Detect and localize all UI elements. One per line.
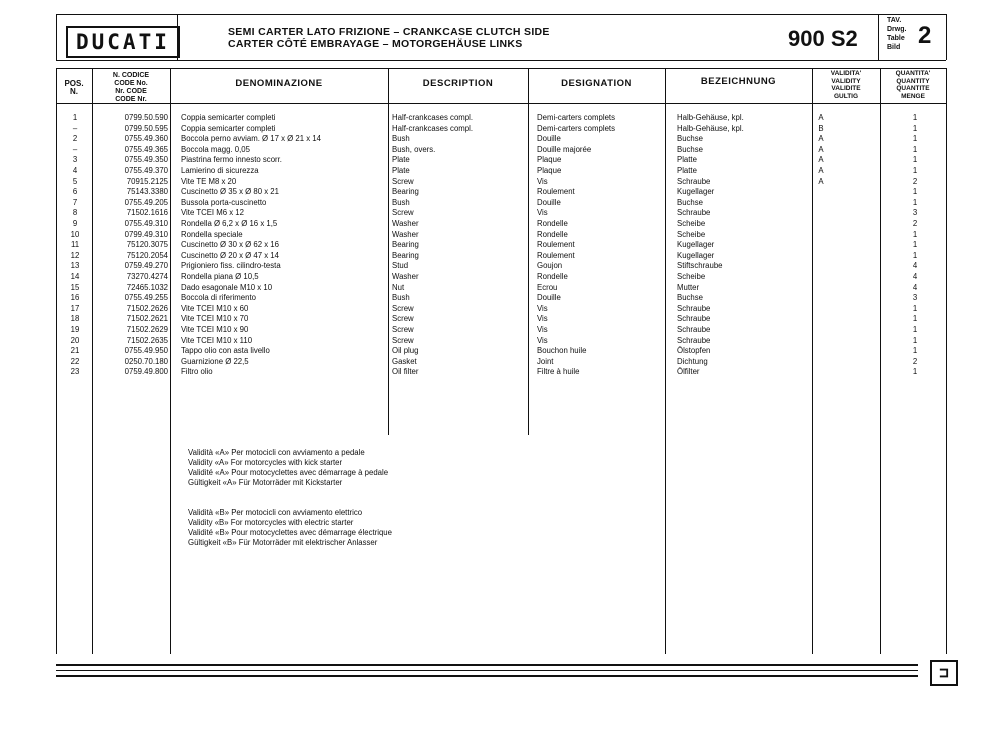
header-right-border bbox=[946, 14, 947, 60]
cell-pos: 11 bbox=[70, 240, 80, 250]
cell-pos: 10 bbox=[70, 229, 80, 239]
cell-code: 71502.2635 bbox=[126, 335, 168, 345]
cell-code: 75120.2054 bbox=[126, 250, 168, 260]
col-header-designation: DESIGNATION bbox=[561, 78, 632, 89]
cell-description: Stud bbox=[392, 261, 409, 271]
header-left-border bbox=[56, 14, 57, 60]
cell-bezeichnung: Ölstopfen bbox=[677, 346, 711, 356]
cell-code: 70915.2125 bbox=[126, 176, 168, 186]
cell-bezeichnung: Buchse bbox=[677, 134, 704, 144]
cell-designation: Joint bbox=[537, 356, 554, 366]
cell-code: 0250.70.180 bbox=[124, 356, 168, 366]
cell-denominazione: Vite TCEI M10 x 110 bbox=[181, 335, 253, 345]
cell-bezeichnung: Halb-Gehäuse, kpl. bbox=[677, 113, 744, 122]
cell-bezeichnung: Scheibe bbox=[677, 229, 706, 239]
cell-description: Washer bbox=[392, 272, 419, 281]
cell-quantity: 1 bbox=[912, 229, 918, 239]
cell-validity: A bbox=[818, 155, 824, 165]
cell-bezeichnung: Kugellager bbox=[677, 250, 715, 260]
cell-pos: 15 bbox=[70, 282, 80, 292]
cell-designation: Rondelle bbox=[537, 272, 568, 281]
cell-description: Screw bbox=[392, 314, 414, 324]
cell-description: Nut bbox=[392, 282, 405, 292]
cell-pos: 14 bbox=[70, 272, 80, 281]
cell-designation: Demi-carters complets bbox=[537, 113, 615, 122]
cell-code: 71502.2629 bbox=[126, 325, 168, 334]
cell-pos: 22 bbox=[70, 356, 80, 366]
cell-denominazione: Filtro olio bbox=[181, 367, 213, 377]
cell-code: 0755.49.255 bbox=[124, 293, 168, 303]
cell-quantity: 3 bbox=[912, 293, 918, 303]
cell-denominazione: Vite TCEI M10 x 90 bbox=[181, 325, 249, 334]
cell-quantity: 2 bbox=[912, 219, 918, 228]
cell-code: 73270.4274 bbox=[126, 272, 168, 281]
cell-pos: 12 bbox=[70, 250, 80, 260]
cell-designation: Vis bbox=[537, 335, 548, 345]
cell-pos: 2 bbox=[72, 134, 78, 144]
cell-denominazione: Prigioniero fiss. cilindro-testa bbox=[181, 261, 281, 271]
table-number: 2 bbox=[918, 22, 932, 49]
col-divider-code bbox=[170, 68, 171, 654]
cell-description: Screw bbox=[392, 335, 414, 345]
cell-designation: Douille bbox=[537, 134, 561, 144]
cell-description: Bush bbox=[392, 197, 410, 207]
col-header-description: DESCRIPTION bbox=[422, 78, 494, 89]
cell-code: 0755.49.360 bbox=[124, 134, 168, 144]
cell-designation: Goujon bbox=[537, 261, 563, 271]
cell-denominazione: Boccola perno avviam. Ø 17 x Ø 21 x 14 bbox=[181, 134, 321, 144]
cell-code: 72465.1032 bbox=[126, 282, 168, 292]
cell-description: Washer bbox=[392, 219, 419, 228]
table-right-border bbox=[946, 68, 947, 654]
cell-denominazione: Cuscinetto Ø 35 x Ø 80 x 21 bbox=[181, 187, 279, 197]
cell-code: 71502.2621 bbox=[126, 314, 168, 324]
cell-code: 71502.2626 bbox=[126, 303, 168, 313]
cell-designation: Vis bbox=[537, 325, 548, 334]
cell-code: 0755.49.310 bbox=[124, 219, 168, 228]
cell-quantity: 1 bbox=[912, 325, 918, 334]
cell-designation: Douille bbox=[537, 293, 561, 303]
cell-pos: 8 bbox=[72, 208, 78, 218]
tav-label-1: TAV. bbox=[887, 17, 902, 24]
col-divider-val bbox=[880, 68, 881, 654]
cell-description: Oil plug bbox=[392, 346, 419, 356]
cell-pos: 19 bbox=[70, 325, 80, 334]
cell-validity: B bbox=[818, 123, 824, 133]
cell-code: 71502.1616 bbox=[126, 208, 168, 218]
cell-code: 75120.3075 bbox=[126, 240, 168, 250]
cell-description: Screw bbox=[392, 303, 414, 313]
cell-quantity: 1 bbox=[912, 335, 918, 345]
cell-quantity: 1 bbox=[912, 134, 918, 144]
cell-denominazione: Rondella speciale bbox=[181, 229, 243, 239]
cell-denominazione: Coppia semicarter completi bbox=[181, 113, 276, 122]
cell-validity: A bbox=[818, 166, 824, 175]
cell-description: Bearing bbox=[392, 187, 419, 197]
cell-bezeichnung: Halb-Gehäuse, kpl. bbox=[677, 123, 744, 133]
cell-code: 0755.49.350 bbox=[124, 155, 168, 165]
cell-denominazione: Boccola di riferimento bbox=[181, 293, 256, 303]
cell-denominazione: Rondella Ø 6,2 x Ø 16 x 1,5 bbox=[181, 219, 278, 228]
cell-quantity: 1 bbox=[912, 197, 918, 207]
cell-bezeichnung: Dichtung bbox=[677, 356, 708, 366]
cell-pos: 7 bbox=[72, 197, 78, 207]
cell-quantity: 4 bbox=[912, 261, 918, 271]
cell-pos: 1 bbox=[72, 113, 78, 122]
note-a-line2: Validity «A» For motorcycles with kick starter bbox=[188, 458, 343, 467]
cell-bezeichnung: Schraube bbox=[677, 303, 711, 313]
cell-designation: Demi-carters complets bbox=[537, 123, 615, 133]
tav-label-3: Table bbox=[887, 35, 905, 42]
cell-code: 0755.49.205 bbox=[124, 197, 168, 207]
cell-description: Washer bbox=[392, 229, 419, 239]
cell-description: Oil filter bbox=[392, 367, 419, 377]
col-header-quantita: QUANTITA' QUANTITY QUANTITE MENGE bbox=[895, 70, 931, 100]
cell-validity: A bbox=[818, 134, 824, 144]
col-header-bezeichnung: BEZEICHNUNG bbox=[700, 76, 777, 87]
cell-quantity: 1 bbox=[912, 166, 918, 175]
col-divider-en bbox=[528, 68, 529, 435]
col-header-code: N. CODICE CODE No. Nr. CODE CODE Nr. bbox=[112, 72, 150, 103]
cell-code: 0759.49.270 bbox=[124, 261, 168, 271]
cell-quantity: 1 bbox=[912, 250, 918, 260]
header-bottom-border bbox=[56, 60, 946, 61]
cell-pos: – bbox=[72, 123, 78, 133]
cell-pos: 21 bbox=[70, 346, 80, 356]
note-b-line2: Validity «B» For motorcycles with electric starter bbox=[188, 518, 354, 527]
cell-validity: A bbox=[818, 144, 824, 154]
cell-designation: Plaque bbox=[537, 166, 562, 175]
cell-designation: Vis bbox=[537, 176, 548, 186]
model-name: 900 S2 bbox=[788, 26, 858, 51]
cell-code: 0799.50.590 bbox=[124, 113, 168, 122]
cell-denominazione: Guarnizione Ø 22,5 bbox=[181, 356, 249, 366]
cell-description: Plate bbox=[392, 166, 410, 175]
cell-denominazione: Dado esagonale M10 x 10 bbox=[181, 282, 273, 292]
cell-pos: 20 bbox=[70, 335, 80, 345]
tav-label-2: Drwg. bbox=[887, 26, 907, 33]
cell-description: Bearing bbox=[392, 240, 419, 250]
col-divider-it bbox=[388, 68, 389, 435]
cell-bezeichnung: Schraube bbox=[677, 208, 711, 218]
cell-denominazione: Cuscinetto Ø 30 x Ø 62 x 16 bbox=[181, 240, 279, 250]
cell-bezeichnung: Kugellager bbox=[677, 240, 715, 250]
cell-quantity: 1 bbox=[912, 155, 918, 165]
page-title-line1: SEMI CARTER LATO FRIZIONE – CRANKCASE CLUTCH SIDE bbox=[228, 26, 550, 38]
cell-denominazione: Tappo olio con asta livello bbox=[181, 346, 270, 356]
cell-code: 0759.49.800 bbox=[124, 367, 168, 377]
ducati-logo: DUCATI bbox=[66, 26, 180, 58]
cell-bezeichnung: Platte bbox=[677, 155, 697, 165]
cell-description: Half-crankcases compl. bbox=[392, 123, 474, 133]
page-title-line2: CARTER CÔTÉ EMBRAYAGE – MOTORGEHÄUSE LINKS bbox=[228, 38, 523, 50]
cell-quantity: 4 bbox=[912, 272, 918, 281]
cell-pos: 18 bbox=[70, 314, 80, 324]
col-header-denominazione: DENOMINAZIONE bbox=[235, 78, 323, 89]
cell-denominazione: Vite TCEI M10 x 60 bbox=[181, 303, 249, 313]
cell-designation: Rondelle bbox=[537, 219, 568, 228]
cell-bezeichnung: Schraube bbox=[677, 325, 711, 334]
footer-rule-2 bbox=[56, 670, 918, 671]
cell-designation: Roulement bbox=[537, 187, 575, 197]
cell-quantity: 1 bbox=[912, 314, 918, 324]
cell-designation: Roulement bbox=[537, 240, 575, 250]
cell-description: Screw bbox=[392, 208, 414, 218]
table-left-border bbox=[56, 68, 57, 654]
cell-denominazione: Boccola magg. 0,05 bbox=[181, 144, 250, 154]
cell-bezeichnung: Scheibe bbox=[677, 219, 706, 228]
cell-quantity: 1 bbox=[912, 303, 918, 313]
cell-designation: Roulement bbox=[537, 250, 575, 260]
header-top-border bbox=[56, 14, 946, 15]
cell-quantity: 1 bbox=[912, 144, 918, 154]
cell-bezeichnung: Stiftschraube bbox=[677, 261, 723, 271]
cell-quantity: 1 bbox=[912, 346, 918, 356]
cell-denominazione: Vite TE M8 x 20 bbox=[181, 176, 237, 186]
cell-denominazione: Lamierino di sicurezza bbox=[181, 166, 259, 175]
note-b-line4: Gültigkeit «B» Für Motorräder mit elektrischer Anlasser bbox=[188, 538, 378, 547]
cell-description: Bush bbox=[392, 134, 410, 144]
cell-designation: Vis bbox=[537, 314, 548, 324]
cell-description: Bush bbox=[392, 293, 410, 303]
cell-denominazione: Piastrina fermo innesto scorr. bbox=[181, 155, 282, 165]
cell-bezeichnung: Schraube bbox=[677, 335, 711, 345]
cell-description: Screw bbox=[392, 325, 414, 334]
cell-pos: 3 bbox=[72, 155, 78, 165]
cell-bezeichnung: Scheibe bbox=[677, 272, 706, 281]
cell-quantity: 3 bbox=[912, 208, 918, 218]
cell-pos: 4 bbox=[72, 166, 78, 175]
cell-validity: A bbox=[818, 176, 824, 186]
cell-quantity: 1 bbox=[912, 240, 918, 250]
note-a-line1: Validità «A» Per motocicli con avviamento a pedale bbox=[188, 448, 365, 457]
cell-code: 75143.3380 bbox=[126, 187, 168, 197]
cell-denominazione: Cuscinetto Ø 20 x Ø 47 x 14 bbox=[181, 250, 279, 260]
cell-quantity: 2 bbox=[912, 356, 918, 366]
cell-description: Screw bbox=[392, 176, 414, 186]
cell-bezeichnung: Buchse bbox=[677, 144, 704, 154]
note-b-line1: Validità «B» Per motocicli con avviamento elettrico bbox=[188, 508, 363, 517]
cell-pos: 17 bbox=[70, 303, 80, 313]
cell-validity: A bbox=[818, 113, 824, 122]
note-a-line4: Gültigkeit «A» Für Motorräder mit Kickstarter bbox=[188, 478, 343, 487]
cell-quantity: 2 bbox=[912, 176, 918, 186]
cell-designation: Vis bbox=[537, 208, 548, 218]
col-header-validita: VALIDITA' VALIDITY VALIDITE GULTIG bbox=[830, 70, 862, 100]
cell-bezeichnung: Ölfilter bbox=[677, 367, 700, 377]
cell-code: 0799.49.310 bbox=[124, 229, 168, 239]
cell-description: Bearing bbox=[392, 250, 419, 260]
cell-bezeichnung: Platte bbox=[677, 166, 697, 175]
cell-pos: 9 bbox=[72, 219, 78, 228]
col-header-pos: POS. N. bbox=[64, 79, 84, 96]
cell-denominazione: Vite TCEI M10 x 70 bbox=[181, 314, 249, 324]
cell-quantity: 1 bbox=[912, 367, 918, 377]
cell-quantity: 1 bbox=[912, 123, 918, 133]
footer-rule-3 bbox=[56, 675, 918, 677]
cell-pos: 23 bbox=[70, 367, 80, 377]
cell-pos: 16 bbox=[70, 293, 80, 303]
cell-denominazione: Rondella piana Ø 10,5 bbox=[181, 272, 259, 281]
cell-pos: 5 bbox=[72, 176, 78, 186]
cell-pos: – bbox=[72, 144, 78, 154]
end-mark-icon: ⊐ bbox=[930, 660, 958, 686]
header-divider-tav bbox=[878, 14, 879, 60]
cell-denominazione: Vite TCEI M6 x 12 bbox=[181, 208, 244, 218]
cell-designation: Douille bbox=[537, 197, 561, 207]
col-divider-de bbox=[812, 68, 813, 654]
col-divider-fr bbox=[665, 68, 666, 654]
cell-designation: Douille majorée bbox=[537, 144, 592, 154]
cell-pos: 6 bbox=[72, 187, 78, 197]
cell-designation: Rondelle bbox=[537, 229, 568, 239]
cell-denominazione: Bussola porta-cuscinetto bbox=[181, 197, 267, 207]
footer-rule-1 bbox=[56, 664, 918, 666]
cell-bezeichnung: Schraube bbox=[677, 176, 711, 186]
cell-code: 0755.49.370 bbox=[124, 166, 168, 175]
cell-bezeichnung: Schraube bbox=[677, 314, 711, 324]
cell-code: 0799.50.595 bbox=[124, 123, 168, 133]
cell-description: Half-crankcases compl. bbox=[392, 113, 474, 122]
cell-denominazione: Coppia semicarter completi bbox=[181, 123, 276, 133]
cell-bezeichnung: Buchse bbox=[677, 293, 704, 303]
cell-quantity: 1 bbox=[912, 113, 918, 122]
cell-description: Plate bbox=[392, 155, 410, 165]
note-b-line3: Validité «B» Pour motocyclettes avec démarrage électrique bbox=[188, 528, 392, 537]
cell-pos: 13 bbox=[70, 261, 80, 271]
cell-code: 0755.49.950 bbox=[124, 346, 168, 356]
cell-bezeichnung: Kugellager bbox=[677, 187, 715, 197]
tav-label-4: Bild bbox=[887, 44, 901, 51]
note-a-line3: Validité «A» Pour motocyclettes avec démarrage à pedale bbox=[188, 468, 389, 477]
cell-designation: Filtre à huile bbox=[537, 367, 580, 377]
cell-code: 0755.49.365 bbox=[124, 144, 168, 154]
col-divider-pos bbox=[92, 68, 93, 654]
cell-designation: Ecrou bbox=[537, 282, 558, 292]
cell-designation: Vis bbox=[537, 303, 548, 313]
cell-quantity: 4 bbox=[912, 282, 918, 292]
cell-designation: Plaque bbox=[537, 155, 562, 165]
cell-bezeichnung: Mutter bbox=[677, 282, 700, 292]
cell-description: Gasket bbox=[392, 356, 417, 366]
cell-quantity: 1 bbox=[912, 187, 918, 197]
cell-description: Bush, overs. bbox=[392, 144, 436, 154]
cell-designation: Bouchon huile bbox=[537, 346, 587, 356]
cell-bezeichnung: Buchse bbox=[677, 197, 704, 207]
